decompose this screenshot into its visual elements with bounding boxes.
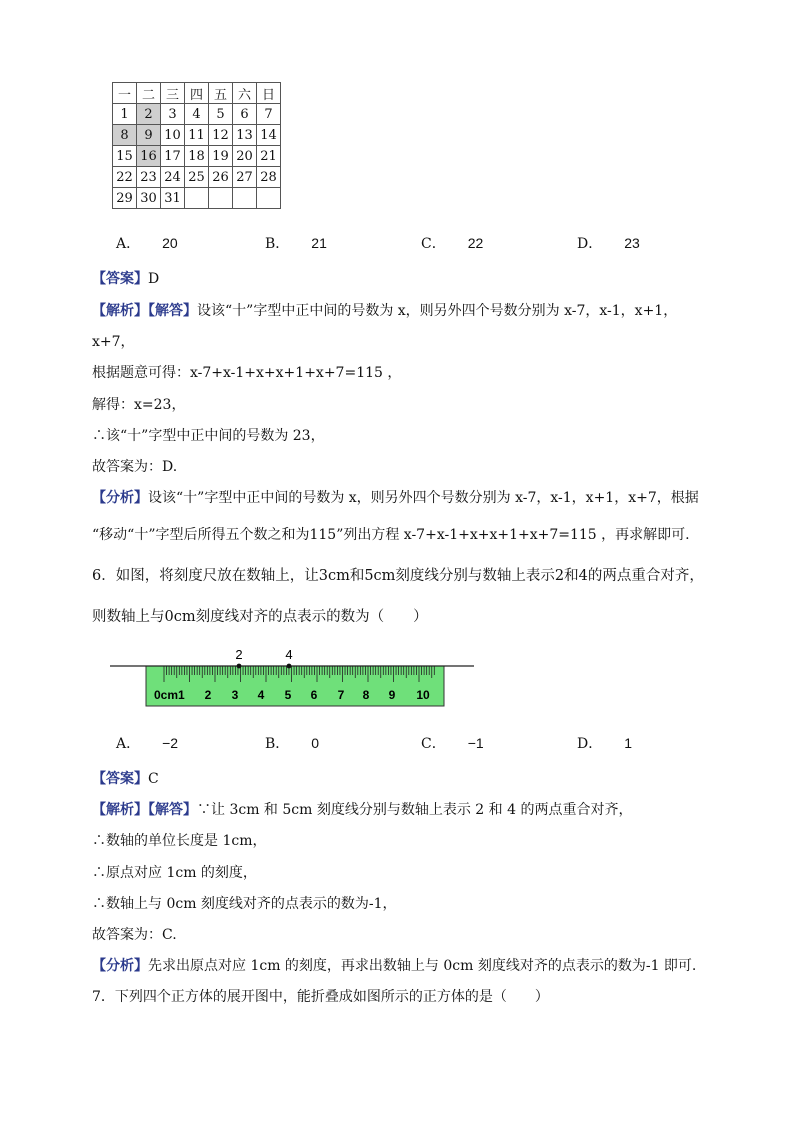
ruler-label: 8 xyxy=(362,688,370,702)
answer-tag: 【答案】 xyxy=(92,271,148,287)
option-value: 22 xyxy=(467,235,484,251)
option-value: 23 xyxy=(624,235,640,251)
calendar-cell: 17 xyxy=(161,146,185,167)
calendar-header-cell: 五 xyxy=(209,83,233,104)
calendar-row xyxy=(113,146,281,167)
option-value: −2 xyxy=(162,735,179,751)
calendar-cell: 29 xyxy=(113,188,137,209)
q6-analysis-line: ∴数轴上与 0cm 刻度线对齐的点表示的数为-1， xyxy=(92,896,397,912)
analysis-tag: 【解析】 xyxy=(92,303,148,319)
answer-value: D xyxy=(148,271,160,287)
q5-analysis-line: x+7， xyxy=(92,334,135,350)
q5-analysis-line xyxy=(92,302,677,320)
option-letter: A． xyxy=(116,236,141,252)
calendar-row xyxy=(113,104,281,125)
ruler-label-0cm1: 0cm1 xyxy=(154,688,185,702)
q6-stem-line: 则数轴上与0cm刻度线对齐的点表示的数为（ ） xyxy=(92,609,428,625)
axis-label-4: 4 xyxy=(285,647,293,662)
q5-answer xyxy=(92,270,159,288)
calendar-cell: 26 xyxy=(209,167,233,188)
axis-point-4 xyxy=(287,664,292,669)
q6-stem-line: 6．如图，将刻度尺放在数轴上，让3cm和5cm刻度线分别与数轴上表示2和4的两点重合对齐， xyxy=(92,568,704,584)
calendar-row xyxy=(113,125,281,146)
calendar-row xyxy=(113,167,281,188)
option-letter: C． xyxy=(421,736,446,752)
calendar-cell xyxy=(185,188,209,209)
q6-option-c[interactable] xyxy=(421,733,484,753)
calendar-header-cell: 一 xyxy=(113,83,137,104)
calendar-header-cell: 二 xyxy=(137,83,161,104)
calendar-cell: 27 xyxy=(233,167,257,188)
answer-tag: 【答案】 xyxy=(92,771,148,787)
q6-answer xyxy=(92,770,159,788)
calendar-cell xyxy=(209,188,233,209)
calendar-cell: 18 xyxy=(185,146,209,167)
option-value: −1 xyxy=(467,735,484,751)
option-value: 0 xyxy=(311,735,320,751)
axis-point-2 xyxy=(237,664,242,669)
calendar-header-row xyxy=(113,83,281,104)
calendar-cell xyxy=(257,188,281,209)
q6-analysis-line: ∴数轴的单位长度是 1cm， xyxy=(92,833,267,849)
ruler-body xyxy=(146,666,444,706)
calendar-cell: 10 xyxy=(161,125,185,146)
q5-option-b[interactable] xyxy=(265,233,327,253)
ruler-label: 10 xyxy=(416,688,430,702)
q5-option-d[interactable] xyxy=(577,233,640,253)
q5-analysis-line: 解得：x=23， xyxy=(92,397,186,413)
calendar-cell: 31 xyxy=(161,188,185,209)
ruler-label: 3 xyxy=(231,688,239,702)
option-letter: A． xyxy=(116,736,141,752)
calendar-row xyxy=(113,188,281,209)
ruler-label: 9 xyxy=(388,688,396,702)
calendar-cell: 6 xyxy=(233,104,257,125)
calendar-header-cell: 日 xyxy=(257,83,281,104)
calendar-cell: 5 xyxy=(209,104,233,125)
calendar-cell-shaded: 2 xyxy=(137,104,161,125)
calendar-cell: 15 xyxy=(113,146,137,167)
q5-fenxi-line xyxy=(92,489,699,507)
calendar-header-cell: 四 xyxy=(185,83,209,104)
calendar-cell: 30 xyxy=(137,188,161,209)
q6-option-b[interactable] xyxy=(265,733,319,753)
analysis-text: ∵让 3cm 和 5cm 刻度线分别与数轴上表示 2 和 4 的两点重合对齐， xyxy=(197,802,633,818)
q5-option-c[interactable] xyxy=(421,233,483,253)
calendar-cell: 20 xyxy=(233,146,257,167)
option-value: 1 xyxy=(624,735,633,751)
calendar-cell: 1 xyxy=(113,104,137,125)
ruler-label: 4 xyxy=(257,688,265,702)
calendar-cell: 19 xyxy=(209,146,233,167)
option-value: 21 xyxy=(311,235,327,251)
calendar-cell xyxy=(233,188,257,209)
q5-analysis-line: 故答案为：D. xyxy=(92,459,178,475)
fenxi-text: 设该“十”字型中正中间的号数为 x，则另外四个号数分别为 x-7，x-1，x+1，x+7，根据 xyxy=(148,490,699,506)
option-letter: D． xyxy=(577,236,603,252)
option-letter: D． xyxy=(577,736,603,752)
option-value: 20 xyxy=(162,235,178,251)
ruler-label: 5 xyxy=(284,688,292,702)
ruler-label: 2 xyxy=(204,688,212,702)
calendar-table xyxy=(112,82,281,209)
calendar-cell: 4 xyxy=(185,104,209,125)
q5-option-a[interactable] xyxy=(116,233,178,253)
q7-stem: 7．下列四个正方体的展开图中，能折叠成如图所示的正方体的是（ ） xyxy=(92,989,549,1005)
option-letter: B． xyxy=(265,736,290,752)
calendar-cell-shaded: 8 xyxy=(113,125,137,146)
q5-analysis-line: 根据题意可得：x-7+x-1+x+x+1+x+7=115 ， xyxy=(92,365,402,381)
calendar-cell: 22 xyxy=(113,167,137,188)
fenxi-tag: 【分析】 xyxy=(92,958,148,974)
calendar-cell: 25 xyxy=(185,167,209,188)
calendar-cell: 21 xyxy=(257,146,281,167)
calendar-cell: 12 xyxy=(209,125,233,146)
calendar-cell: 24 xyxy=(161,167,185,188)
solve-tag: 【解答】 xyxy=(148,802,197,818)
axis-label-2: 2 xyxy=(235,647,243,662)
calendar-cell: 28 xyxy=(257,167,281,188)
calendar-cell: 3 xyxy=(161,104,185,125)
analysis-tag: 【解析】 xyxy=(92,802,148,818)
calendar-cell-shaded: 9 xyxy=(137,125,161,146)
q6-fenxi-line xyxy=(92,957,696,975)
ruler-label: 6 xyxy=(310,688,318,702)
q6-ruler-figure xyxy=(110,642,480,712)
option-letter: C． xyxy=(421,236,446,252)
q6-analysis-line: 故答案为：C. xyxy=(92,927,177,943)
q6-option-d[interactable] xyxy=(577,733,632,753)
solve-tag: 【解答】 xyxy=(148,303,197,319)
q5-fenxi-line: “移动“十”字型后所得五个数之和为115”列出方程 x-7+x-1+x+x+1+x+7=115 ，再求解即可. xyxy=(92,527,690,543)
calendar-cell: 13 xyxy=(233,125,257,146)
calendar-cell: 14 xyxy=(257,125,281,146)
fenxi-text: 先求出原点对应 1cm 的刻度，再求出数轴上与 0cm 刻度线对齐的点表示的数为-1 即可. xyxy=(148,958,697,974)
answer-value: C xyxy=(148,771,159,787)
calendar-cell-shaded: 16 xyxy=(137,146,161,167)
analysis-text: 设该“十”字型中正中间的号数为 x，则另外四个号数分别为 x-7，x-1，x+1， xyxy=(197,303,678,319)
option-letter: B． xyxy=(265,236,290,252)
calendar-cell: 23 xyxy=(137,167,161,188)
q6-option-a[interactable] xyxy=(116,733,178,753)
q6-analysis-line xyxy=(92,801,632,819)
q5-analysis-line: ∴该“十”字型中正中间的号数为 23， xyxy=(92,428,325,444)
fenxi-tag: 【分析】 xyxy=(92,490,148,506)
calendar-cell: 7 xyxy=(257,104,281,125)
q6-analysis-line: ∴原点对应 1cm 的刻度， xyxy=(92,865,257,881)
ruler-label: 7 xyxy=(337,688,345,702)
calendar-header-cell: 三 xyxy=(161,83,185,104)
calendar-header-cell: 六 xyxy=(233,83,257,104)
calendar-cell: 11 xyxy=(185,125,209,146)
